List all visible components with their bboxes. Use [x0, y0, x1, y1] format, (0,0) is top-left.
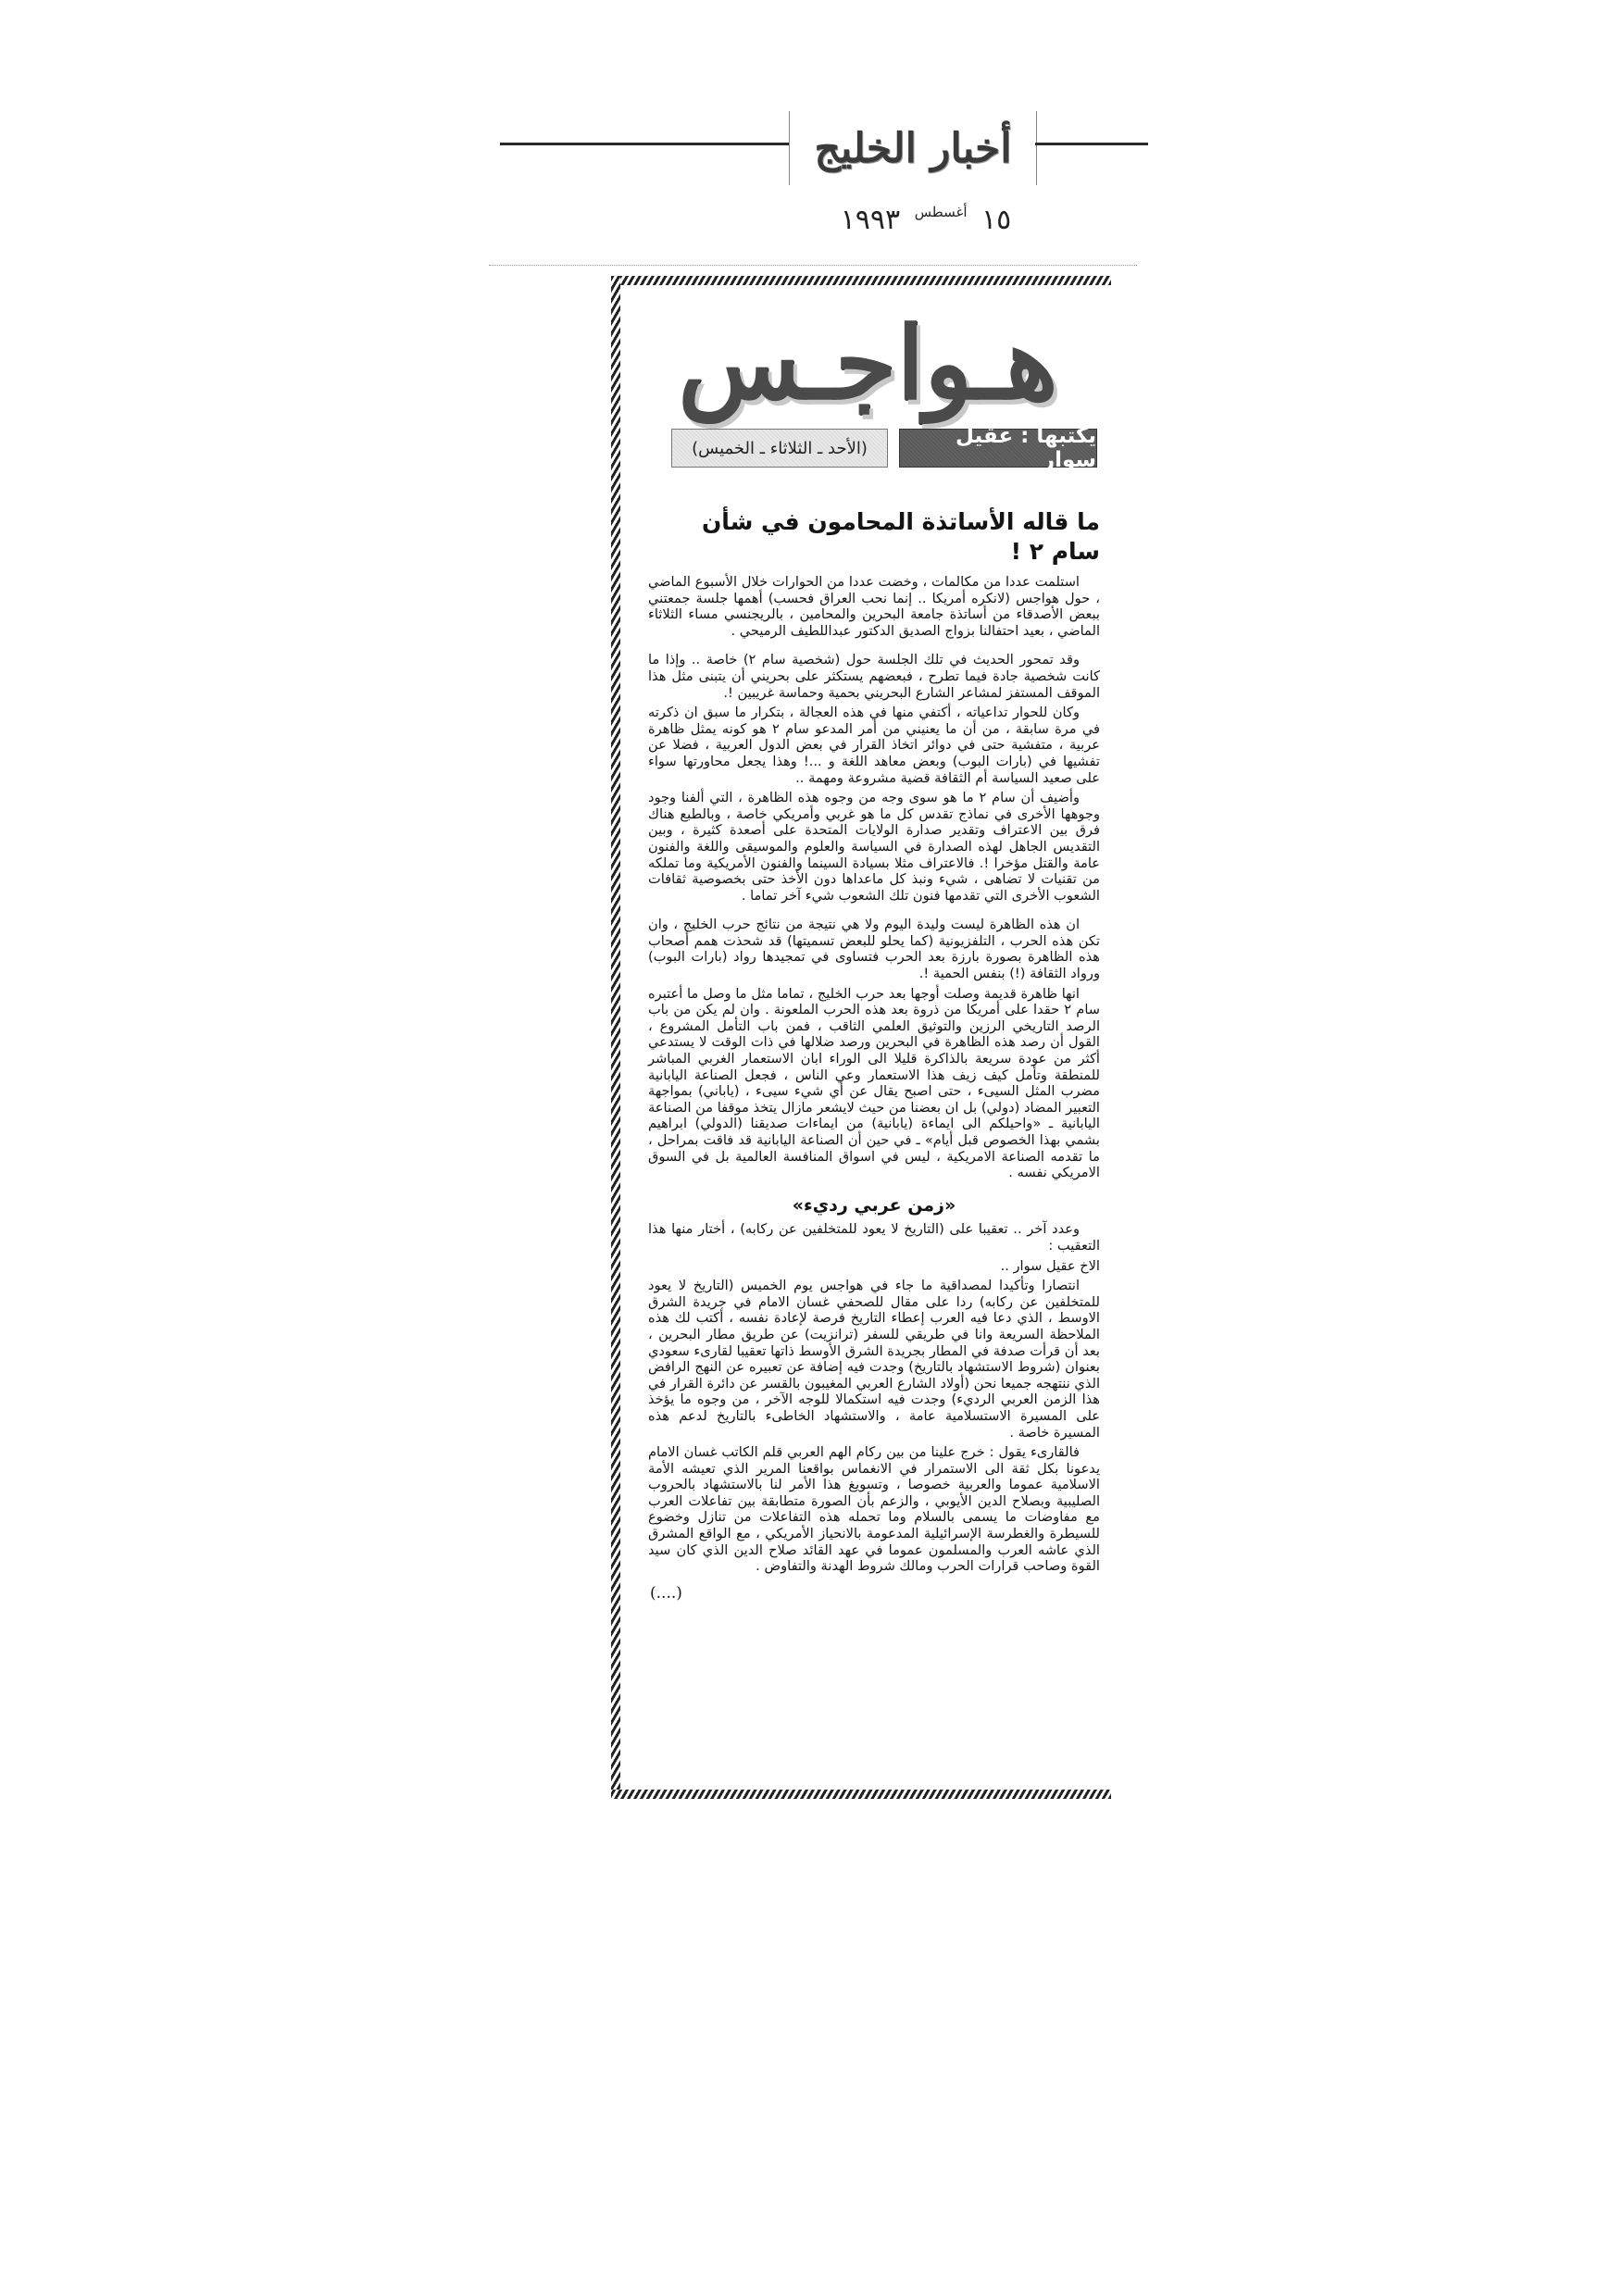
paragraph: وكان للحوار تداعياته ، أكتفي منها في هذه العجالة ، بتكرار ما سبق ان ذكرته في مرة سابقة ، من أن ما يعنيني من أمر المدعو سام ٢ هو كونه يمثل ظاهرة عربية ، متفشية حتى في دوائر اتخاذ القرار في بعض الدول العربية ، فضلا عن تفشيها في (بارات البوب) وبعض معاهد اللغة و ...! وهذا يجعل محاورتها سواء على صعيد السياسة أم الثقافة قضية مشروعة ومهمة .. — [648, 705, 1100, 786]
hatched-border-top — [611, 276, 1111, 285]
date-day: ١٥ — [981, 204, 1012, 236]
newspaper-logo: أخبار الخليج — [814, 124, 1012, 172]
masthead-rule-left — [500, 143, 789, 145]
date-month: أغسطس — [914, 204, 968, 220]
paragraph: وقد تمحور الحديث في تلك الجلسة حول (شخصية سام ٢) خاصة .. وإذا ما كانت شخصية جادة فيما تطرح ، فبعضهم يستكثر على بحريني أن يتبنى مثل هذا الموقف المستفز لمشاعر الشارع البحريني بحمية وحماسة غريبين !. — [648, 652, 1100, 701]
paragraph: وأضيف أن سام ٢ ما هو سوى وجه من وجوه هذه الظاهرة ، التي ألفنا وجود وجوهها الأخرى في نماذج تقدس كل ما هو غربي وأمريكي خاصة ، وبالطبع هناك فرق بين الاعتراف وتقدير صدارة الولايات المتحدة على أصعدة كثيرة ، وبين التقديس الجاهل لهذه الصدارة في السياسة والعلوم والموسيقى واللغة والفنون عامة والقتل مؤخرا !. فالاعتراف مثلا بسيادة السينما والفنون الأمريكية وما تملكه من تقنيات لا تضاهى ، شيء ونبذ كل ماعداها دون الأخذ حتى بخصوصية ثقافات الشعوب الأخرى التي تقدمها فنون تلك الشعوب شيء آخر تماما . — [648, 790, 1100, 904]
author-byline: يكتبها : عقيل سوار — [899, 429, 1097, 468]
paragraph: انها ظاهرة قديمة وصلت أوجها بعد حرب الخليج ، تماما مثل ما وصل ما أعتبره سام ٢ حقدا على أمريكا من ذروة بعد هذه الحرب الملعونة . وان لم يكن من باب الرصد التاريخي الرزين والتوثيق العلمي الثاقب ، فمن باب التأمل المشروع ، القول أن رصد هذه الظاهرة في البحرين ورصد ضلالها في ذات الوقت لا يستدعي أكثر من عودة سريعة بالذاكرة قليلا الى الوراء ابان الاستعمار الغربي المباشر للمنطقة وتأمل كيف زيف هذا الاستعمار وعي الناس ، فجعل الصناعة اليابانية مضرب المثل السيىء ، حتى اصبح يقال عن أي شيء سيىء ، (ياباني) بمواجهة التعبير المضاد (دولي) بل ان بعضنا من حيث لايشعر مازال يتخذ موقفا من الصناعة اليابانية ـ «واحيلكم الى ايماءة (يابانية) من ايماءات صديقنا (الدولي) ابراهيم بشمي بهذا الخصوص قبل أيام» ـ في حين أن الصناعة اليابانية قد فاقت بمراحل ، ما تقدمه الصناعة الامريكية ، ليس في اسواق المنافسة العالمية بل في السوق الامريكي نفسه . — [647, 985, 1100, 1181]
byline-row — [662, 424, 1097, 472]
paragraph: استلمت عددا من مكالمات ، وخضت عددا من الحوارات خلال الأسبوع الماضي ، حول هواجس (لانكره أمريكا .. إنما نحب العراق فحسب) أهمها جلسة جمعتني ببعض الأصدقاء من أساتذة جامعة البحرين والمحامين ، بالريجنسي مساء الثلاثاء الماضي ، بعيد احتفالنا بزواج الصديق الدكتور عبداللطيف الرميحي . — [648, 574, 1100, 639]
separator-rule — [489, 265, 1137, 266]
letter-salutation: الاخ عقيل سوار .. — [1000, 1257, 1100, 1274]
hatched-border-left — [611, 276, 620, 1799]
paragraph: انتصارا وتأكيدا لمصداقية ما جاء في هواجس يوم الخميس (التاريخ لا يعود للمتخلفين عن ركابه) ردا على مقال للصحفي غسان الامام في جريدة الشرق الاوسط ، الذي دعا فيه العرب إعطاء التاريخ فرصة لإعادة نفسه ، أكتب لك هذه الملاحظة السريعة وانا في طريقي للسفر (ترانزيت) عن طريق مطار البحرين ، بعد أن قرأت صدفة في المطار بجريدة الشرق الأوسط ذاتها تعقيبا لقارىء سعودي بعنوان (شروط الاستشهاد بالتاريخ) وجدت فيه إضافة عن تعبيره عن النهج الرافض الذي ننتهجه جميعا نحن (أولاد الشارع العربي المغيبون بالقسر عن دائرة القرار في هذا الزمن العربي الرديء) وجدت فيه استكمالا للوجه الآخر ، من وجوه ما يؤخذ على المسيرة الاستسلامية عامة ، والاستشهاد الخاطىء بالتاريخ لدعم هذه المسيرة خاصة . — [648, 1278, 1100, 1441]
publication-date — [787, 204, 1065, 236]
masthead — [789, 111, 1037, 185]
hatched-border-bottom — [611, 1790, 1111, 1799]
paragraph: وعدد آخر .. تعقيبا على (التاريخ لا يعود للمتخلفين عن ركابه) ، أختار منها هذا التعقيب : — [648, 1221, 1100, 1254]
article-body — [648, 507, 1100, 1602]
masthead-rule-right — [1035, 143, 1148, 145]
date-year: ١٩٩٣ — [840, 204, 901, 236]
paragraph: ان هذه الظاهرة ليست وليدة اليوم ولا هي نتيجة من نتائج حرب الخليج ، وان تكن هذه الحرب ، التلفزيونية (كما يحلو للبعض تسميتها) قد شحذت همم أصحاب هذه الظاهرة بصورة بارزة بعد الحرب فتساوى في تمجيدها رواد (بارات البوب) ورواد الثقافة (!) بنفس الحمية !. — [648, 917, 1100, 982]
paragraph: فالقارىء يقول : خرج علينا من بين ركام الهم العربي قلم الكاتب غسان الامام يدعونا بكل ثقة الى الاستمرار في الانغماس بواقعنا المرير الذي تعيشه الأمة الاسلامية عموما والعربية خصوصا ، وتسويغ هذا الأمر لنا بالاستشهاد بالحروب الصليبية وبصلاح الدين الأيوبي ، والزعم بأن الصورة متطابقة بين تفاعلات العرب مع مفاوضات ما يسمى بالسلام وما تحمله هذه التفاعلات من تنازل وخضوع للسيطرة والغطرسة الإسرائيلية المدعومة بالانحياز الأمريكي ، مع الواقع المشرق الذي عاشه العرب والمسلمون عموما في عهد القائد صلاح الدين الذي كان سيد القوة وصاحب قرارات الحرب ومالك شروط الهدنة والتفاوض . — [648, 1444, 1100, 1575]
publication-days: (الأحد ـ الثلاثاء ـ الخميس) — [671, 429, 888, 468]
column-frame — [611, 276, 1111, 1799]
article-subheading: «زمن عربي رديء» — [792, 1194, 956, 1216]
column-title-banner: هـواجـس — [678, 306, 1058, 422]
article-headline: ما قاله الأساتذة المحامون في شأن سام ٢ ! — [701, 508, 1100, 565]
continuation-mark: (....) — [650, 1583, 682, 1603]
